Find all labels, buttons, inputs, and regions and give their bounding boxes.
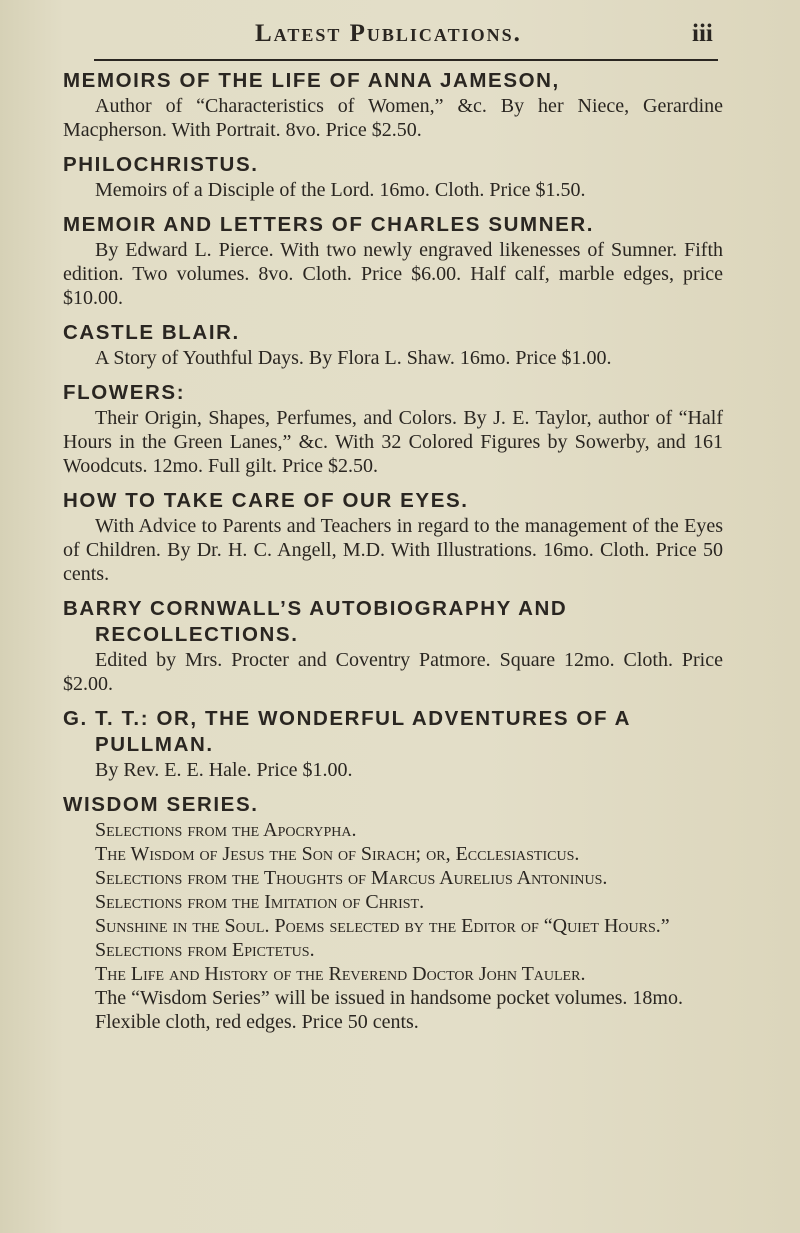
entry-charles-sumner: [63, 212, 723, 310]
entry-body: With Advice to Parents and Teachers in regard to the management of the Eyes of Children. By Dr. H. C. Angell, M.D. With Illustrations. 16mo. Cloth. Price 50 cents.: [63, 515, 723, 585]
entry-title: G. T. T.: OR, THE WONDERFUL ADVENTURES OF A PULLMAN.: [63, 707, 631, 756]
entry-body: By Edward L. Pierce. With two newly engraved likenesses of Sumner. Fifth edition. Two volumes. 8vo. Cloth. Price $6.00. Half calf, marble edges, price $10.00.: [63, 239, 723, 309]
entry-body: By Rev. E. E. Hale. Price $1.00.: [95, 759, 353, 781]
entry-body: Author of “Characteristics of Women,” &c. By her Niece, Gerardine Macpherson. With Portrait. 8vo. Price $2.50.: [63, 95, 723, 141]
publication-list: [63, 68, 723, 1044]
list-item: Selections from the Thoughts of Marcus Aurelius Antoninus.: [95, 867, 608, 889]
list-item: Selections from the Apocrypha.: [95, 819, 357, 841]
entry-barry-cornwall: [63, 596, 723, 696]
running-head: Latest Publications.: [255, 20, 522, 47]
list-item: Sunshine in the Soul. Poems selected by the Editor of “Quiet Hours.”: [95, 915, 670, 937]
entry-title: MEMOIR AND LETTERS OF CHARLES SUMNER.: [63, 213, 595, 236]
entry-title: MEMOIRS OF THE LIFE OF ANNA JAMESON,: [63, 69, 560, 92]
list-item: The Wisdom of Jesus the Son of Sirach; or, Ecclesiasticus.: [95, 843, 580, 865]
entry-gtt: [63, 706, 723, 782]
entry-flowers: [63, 380, 723, 478]
wisdom-series-list: [63, 818, 723, 986]
list-item: The Life and History of the Reverend Doctor John Tauler.: [95, 963, 586, 985]
page-number: iii: [692, 20, 713, 47]
entry-body: Memoirs of a Disciple of the Lord. 16mo. Cloth. Price $1.50.: [95, 179, 586, 201]
entry-title: CASTLE BLAIR.: [63, 321, 240, 344]
entry-title: WISDOM SERIES.: [63, 793, 259, 816]
entry-title: PHILOCHRISTUS.: [63, 153, 259, 176]
entry-wisdom-series: [63, 792, 723, 1034]
entry-philochristus: [63, 152, 723, 202]
entry-body: Their Origin, Shapes, Perfumes, and Colors. By J. E. Taylor, author of “Half Hours in the Green Lanes,” &c. With 32 Colored Figures by Sowerby, and 161 Woodcuts. 12mo. Full gilt. Price $2.50.: [63, 407, 723, 477]
entry-body: A Story of Youthful Days. By Flora L. Shaw. 16mo. Price $1.00.: [95, 347, 612, 369]
entry-title: HOW TO TAKE CARE OF OUR EYES.: [63, 489, 469, 512]
wisdom-series-note: The “Wisdom Series” will be issued in handsome pocket volumes. 18mo. Flexible cloth, red edges. Price 50 cents.: [95, 987, 683, 1033]
entry-castle-blair: [63, 320, 723, 370]
page-header: [0, 18, 800, 58]
entry-body: Edited by Mrs. Procter and Coventry Patmore. Square 12mo. Cloth. Price $2.00.: [63, 649, 723, 695]
entry-title: FLOWERS:: [63, 381, 186, 404]
list-item: Selections from the Imitation of Christ.: [95, 891, 425, 913]
entry-anna-jameson: [63, 68, 723, 142]
entry-our-eyes: [63, 488, 723, 586]
entry-title: BARRY CORNWALL’S AUTOBIOGRAPHY AND RECOLLECTIONS.: [63, 597, 568, 646]
header-rule: [94, 59, 718, 61]
list-item: Selections from Epictetus.: [95, 939, 315, 961]
